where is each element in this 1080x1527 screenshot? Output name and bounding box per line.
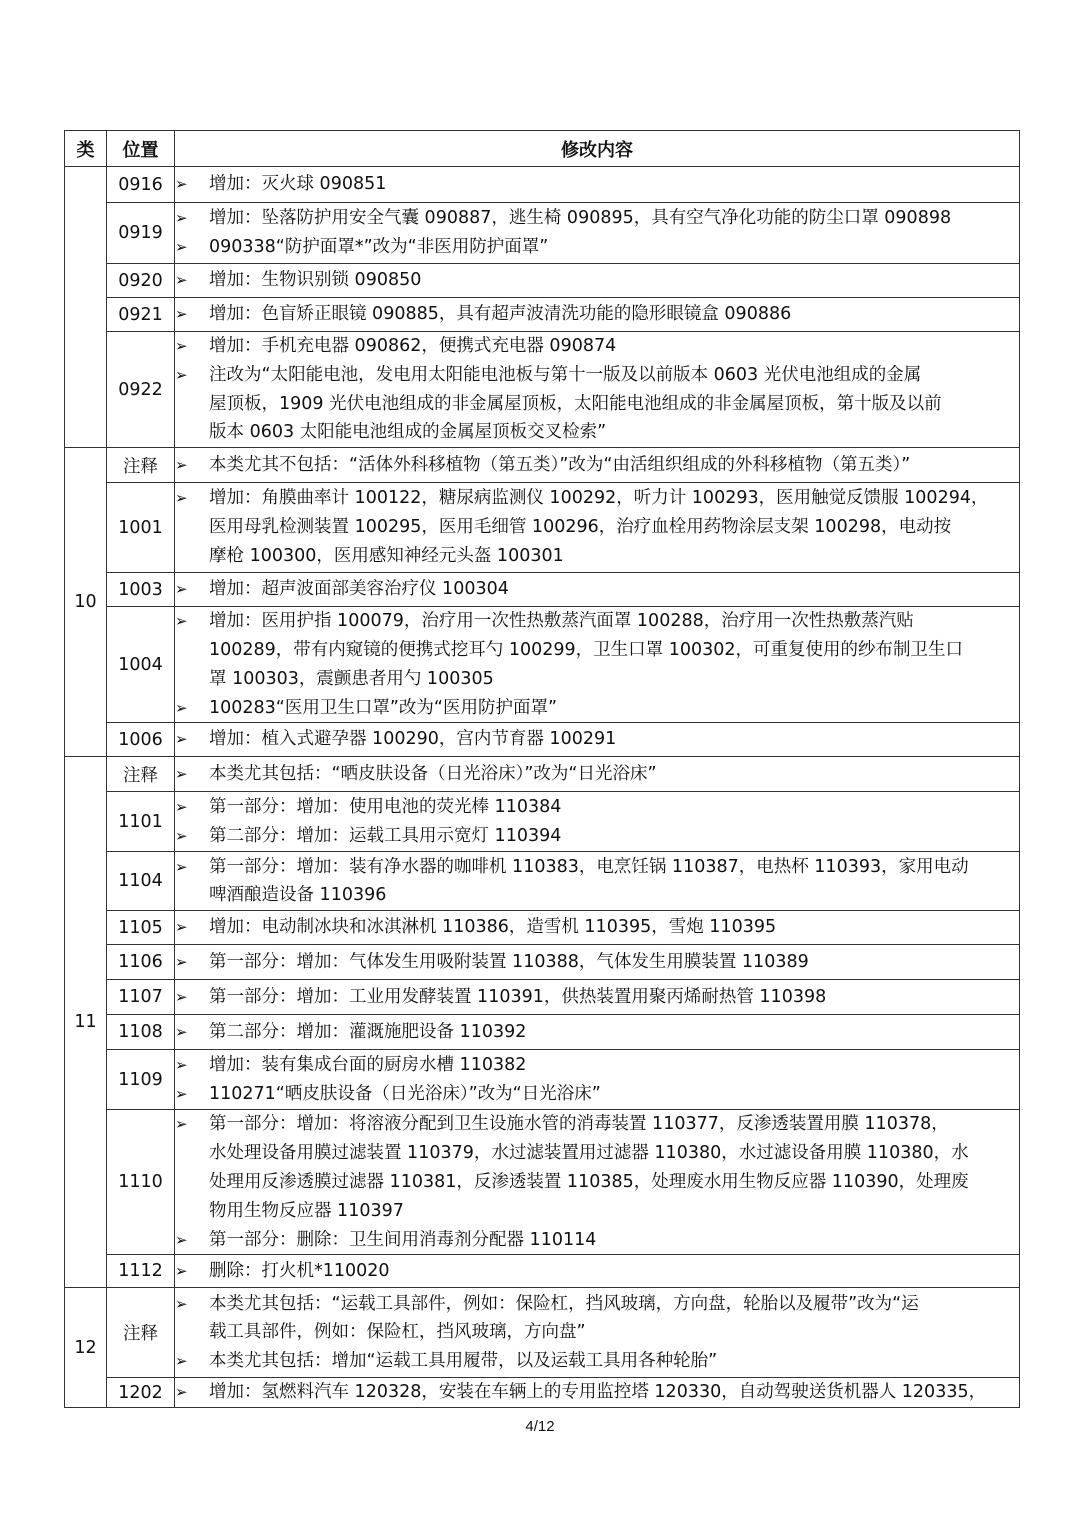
content-line [175, 1318, 1019, 1347]
content-text: 第一部分：增加：使用电池的荧光棒 110384 [209, 797, 562, 818]
content-line [175, 822, 1019, 851]
content-line [175, 300, 1019, 329]
class-cell [65, 167, 107, 448]
table-row [65, 911, 1020, 945]
content-line [175, 913, 1019, 942]
header-content: 修改内容 [175, 131, 1020, 167]
content-text: 摩枪 100300，医用感知神经元头盔 100301 [209, 546, 564, 567]
position-cell: 1104 [107, 852, 175, 911]
position-cell: 1109 [107, 1050, 175, 1110]
content-line [175, 983, 1019, 1012]
content-text: 本类尤其不包括：“活体外科移植物（第五类）”改为“由活组织组成的外科移植物（第五类）” [209, 454, 911, 475]
position-cell: 注释 [107, 757, 175, 792]
content-cell [175, 298, 1020, 332]
bullet-indent [175, 636, 209, 665]
bullet-arrow-icon: ➢ [175, 305, 188, 324]
content-text: 090338“防护面罩*”改为“非医用防护面罩” [209, 237, 549, 257]
position-cell: 0921 [107, 298, 175, 332]
bullet-arrow-icon: ➢ [175, 952, 188, 971]
bullet-indent [175, 1197, 209, 1226]
content-line [175, 1080, 1019, 1109]
content-line [175, 694, 1019, 723]
position-cell: 0922 [107, 332, 175, 448]
position-cell: 0920 [107, 264, 175, 298]
bullet-arrow-icon: ➢ [175, 857, 188, 876]
content-text: 删除：打火机*110020 [209, 1260, 390, 1281]
content-text: 第一部分：删除：卫生间用消毒剂分配器 110114 [209, 1229, 597, 1250]
table-row [65, 1378, 1020, 1408]
content-text: 增加：角膜曲率计 100122，糖尿病监测仪 100292，听力计 100293，医用触觉反馈服 100294， [209, 488, 989, 509]
modification-table [64, 130, 1020, 1408]
table-row [65, 573, 1020, 607]
content-line [175, 1110, 1019, 1139]
table-row [65, 483, 1020, 573]
class-cell: 12 [65, 1288, 107, 1408]
bullet-arrow-icon: ➢ [175, 987, 188, 1006]
bullet-arrow-icon: ➢ [175, 764, 188, 783]
content-line [175, 1290, 1019, 1319]
content-text: 110271“晒皮肤设备（日光浴床）”改为“日光浴床” [209, 1083, 601, 1104]
bullet-arrow-icon: ➢ [175, 1084, 188, 1103]
table-row [65, 852, 1020, 911]
content-cell [175, 1288, 1020, 1378]
bullet-indent [175, 1168, 209, 1197]
bullet-arrow-icon: ➢ [175, 337, 188, 355]
content-text: 第一部分：增加：气体发生用吸附装置 110388，气体发生用膜装置 110389 [209, 951, 809, 972]
content-line [175, 1018, 1019, 1047]
position-cell: 1003 [107, 573, 175, 607]
content-cell [175, 167, 1020, 203]
content-line [175, 266, 1019, 295]
content-cell [175, 792, 1020, 852]
content-text: 增加：装有集成台面的厨房水槽 110382 [209, 1055, 527, 1076]
content-line [175, 1257, 1019, 1286]
table-row [65, 757, 1020, 792]
content-cell [175, 483, 1020, 573]
bullet-indent [175, 881, 209, 910]
page-number: 4/12 [525, 1418, 555, 1435]
content-line [175, 542, 1019, 571]
content-text: 增加：超声波面部美容治疗仪 100304 [209, 579, 509, 600]
content-line [175, 390, 1019, 419]
content-cell [175, 1110, 1020, 1255]
content-text: 载工具部件，例如：保险杠，挡风玻璃，方向盘” [209, 1322, 586, 1343]
content-line [175, 1378, 1019, 1407]
content-cell [175, 1015, 1020, 1050]
position-cell: 1107 [107, 980, 175, 1015]
bullet-arrow-icon: ➢ [175, 612, 188, 631]
content-text: 第二部分：增加：灌溉施肥设备 110392 [209, 1021, 527, 1042]
table-row [65, 264, 1020, 298]
content-line [175, 853, 1019, 882]
bullet-arrow-icon: ➢ [175, 798, 188, 817]
content-text: 增加：色盲矫正眼镜 090885，具有超声波清洗功能的隐形眼镜盒 090886 [209, 304, 792, 325]
content-cell [175, 448, 1020, 483]
content-text: 第二部分：增加：运载工具用示宽灯 110394 [209, 825, 562, 846]
bullet-arrow-icon: ➢ [175, 209, 188, 228]
content-text: 本类尤其包括：“运载工具部件，例如：保险杠，挡风玻璃，方向盘，轮胎以及履带”改为“运 [209, 1293, 919, 1314]
bullet-arrow-icon: ➢ [175, 1352, 188, 1371]
bullet-arrow-icon: ➢ [175, 1056, 188, 1075]
bullet-arrow-icon: ➢ [175, 730, 188, 749]
content-text: 100283“医用卫生口罩”改为“医用防护面罩” [209, 697, 558, 718]
content-text: 物用生物反应器 110397 [209, 1200, 404, 1221]
content-cell [175, 573, 1020, 607]
bullet-indent [175, 390, 209, 419]
content-line [175, 332, 1019, 361]
bullet-arrow-icon: ➢ [175, 1230, 188, 1249]
content-line [175, 361, 1019, 390]
bullet-arrow-icon: ➢ [175, 271, 188, 290]
header-class: 类 [65, 131, 107, 167]
header-position: 位置 [107, 131, 175, 167]
content-line [175, 233, 1019, 262]
bullet-indent [175, 418, 209, 447]
content-line [175, 418, 1019, 447]
content-cell [175, 1378, 1020, 1408]
position-cell: 1106 [107, 945, 175, 980]
table-row [65, 298, 1020, 332]
content-cell [175, 980, 1020, 1015]
content-text: 增加：氢燃料汽车 120328，安装在车辆上的专用监控塔 120330，自动驾驶送货机器人 120335， [209, 1382, 987, 1403]
bullet-indent [175, 665, 209, 694]
position-cell: 1006 [107, 723, 175, 757]
content-cell [175, 332, 1020, 448]
content-line [175, 1226, 1019, 1255]
bullet-arrow-icon: ➢ [175, 455, 188, 474]
content-cell [175, 264, 1020, 298]
position-cell: 1004 [107, 607, 175, 723]
content-line [175, 204, 1019, 233]
table-header-row [65, 131, 1020, 167]
content-line [175, 484, 1019, 513]
content-cell [175, 852, 1020, 911]
bullet-indent [175, 542, 209, 571]
bullet-arrow-icon: ➢ [175, 1383, 188, 1402]
content-line [175, 451, 1019, 480]
position-cell: 1202 [107, 1378, 175, 1408]
table-row [65, 167, 1020, 203]
content-line [175, 607, 1019, 636]
content-line [175, 1168, 1019, 1197]
bullet-arrow-icon: ➢ [175, 1261, 188, 1280]
content-line [175, 881, 1019, 910]
content-line [175, 575, 1019, 604]
content-line [175, 1051, 1019, 1080]
content-text: 增加：植入式避孕器 100290，宫内节育器 100291 [209, 729, 617, 750]
class-cell: 11 [65, 757, 107, 1288]
content-cell [175, 757, 1020, 792]
position-cell: 1101 [107, 792, 175, 852]
position-cell: 0919 [107, 203, 175, 264]
content-cell [175, 1255, 1020, 1288]
content-cell [175, 203, 1020, 264]
bullet-arrow-icon: ➢ [175, 698, 188, 717]
table-row [65, 607, 1020, 723]
content-text: 屋顶板，1909 光伏电池组成的非金属屋顶板，太阳能电池组成的非金属屋顶板，第十版及以前 [209, 393, 942, 414]
bullet-arrow-icon: ➢ [175, 175, 188, 194]
content-text: 本类尤其包括：增加“运载工具用履带，以及运载工具用各种轮胎” [209, 1351, 718, 1372]
table-row [65, 945, 1020, 980]
position-cell: 注释 [107, 1288, 175, 1378]
content-cell [175, 945, 1020, 980]
content-line [175, 636, 1019, 665]
bullet-arrow-icon: ➢ [175, 580, 188, 599]
table-row [65, 980, 1020, 1015]
table-row [65, 203, 1020, 264]
content-text: 增加：医用护指 100079，治疗用一次性热敷蒸汽面罩 100288，治疗用一次性热敷蒸汽贴 [209, 611, 914, 632]
content-text: 增加：电动制冰块和冰淇淋机 110386，造雪机 110395，雪炮 110395 [209, 917, 777, 938]
content-text: 版本 0603 太阳能电池组成的金属屋顶板交叉检索” [209, 422, 607, 443]
content-text: 医用母乳检测装置 100295，医用毛细管 100296，治疗血栓用药物涂层支架 100298，电动按 [209, 517, 952, 538]
content-text: 增加：坠落防护用安全气囊 090887，逃生椅 090895，具有空气净化功能的防尘口罩 090898 [209, 208, 952, 229]
content-line [175, 760, 1019, 789]
content-cell [175, 723, 1020, 757]
position-cell: 1108 [107, 1015, 175, 1050]
content-cell [175, 911, 1020, 945]
content-text: 增加：手机充电器 090862，便携式充电器 090874 [209, 336, 617, 356]
content-text: 处理用反渗透膜过滤器 110381，反渗透装置 110385，处理废水用生物反应器 110390，处理废 [209, 1171, 969, 1192]
bullet-arrow-icon: ➢ [175, 1294, 188, 1313]
table-row [65, 332, 1020, 448]
bullet-indent [175, 513, 209, 542]
table-row [65, 1050, 1020, 1110]
position-cell: 1112 [107, 1255, 175, 1288]
bullet-arrow-icon: ➢ [175, 918, 188, 937]
content-text: 第一部分：增加：装有净水器的咖啡机 110383，电烹饪锅 110387，电热杯 110393，家用电动 [209, 856, 969, 877]
bullet-arrow-icon: ➢ [175, 238, 188, 256]
position-cell: 注释 [107, 448, 175, 483]
position-cell: 1001 [107, 483, 175, 573]
position-cell: 0916 [107, 167, 175, 203]
content-text: 增加：生物识别锁 090850 [209, 270, 422, 291]
table-row [65, 723, 1020, 757]
content-line [175, 725, 1019, 754]
table-row [65, 1015, 1020, 1050]
content-cell [175, 607, 1020, 723]
bullet-arrow-icon: ➢ [175, 1022, 188, 1041]
position-cell: 1110 [107, 1110, 175, 1255]
content-text: 本类尤其包括：“晒皮肤设备（日光浴床）”改为“日光浴床” [209, 763, 657, 784]
table-row [65, 1110, 1020, 1255]
content-text: 注改为“太阳能电池，发电用太阳能电池板与第十一版及以前版本 0603 光伏电池组成的金属 [209, 364, 922, 385]
bullet-indent [175, 1139, 209, 1168]
content-text: 100289，带有内窥镜的便携式挖耳勺 100299，卫生口罩 100302，可重复使用的纱布制卫生口 [209, 639, 964, 660]
content-text: 罩 100303，震颤患者用勺 100305 [209, 668, 494, 689]
content-line [175, 1139, 1019, 1168]
bullet-arrow-icon: ➢ [175, 826, 188, 845]
table-row [65, 1255, 1020, 1288]
content-text: 水处理设备用膜过滤装置 110379，水过滤装置用过滤器 110380，水过滤设备用膜 110380，水 [209, 1143, 969, 1164]
position-cell: 1105 [107, 911, 175, 945]
bullet-arrow-icon: ➢ [175, 489, 188, 508]
table-row [65, 792, 1020, 852]
content-text: 增加：灭火球 090851 [209, 174, 387, 195]
content-text: 啤酒酿造设备 110396 [209, 885, 387, 906]
content-line [175, 1347, 1019, 1376]
content-line [175, 513, 1019, 542]
content-cell [175, 1050, 1020, 1110]
content-text: 第一部分：增加：工业用发酵装置 110391，供热装置用聚丙烯耐热管 110398 [209, 986, 827, 1007]
content-line [175, 948, 1019, 977]
table-row [65, 1288, 1020, 1378]
content-line [175, 793, 1019, 822]
bullet-indent [175, 1318, 209, 1347]
content-text: 第一部分：增加：将溶液分配到卫生设施水管的消毒装置 110377，反渗透装置用膜 110378， [209, 1114, 949, 1135]
content-line [175, 1197, 1019, 1226]
class-cell: 10 [65, 448, 107, 757]
table-row [65, 448, 1020, 483]
content-line [175, 170, 1019, 199]
bullet-arrow-icon: ➢ [175, 1115, 188, 1134]
content-line [175, 665, 1019, 694]
bullet-arrow-icon: ➢ [175, 365, 188, 384]
